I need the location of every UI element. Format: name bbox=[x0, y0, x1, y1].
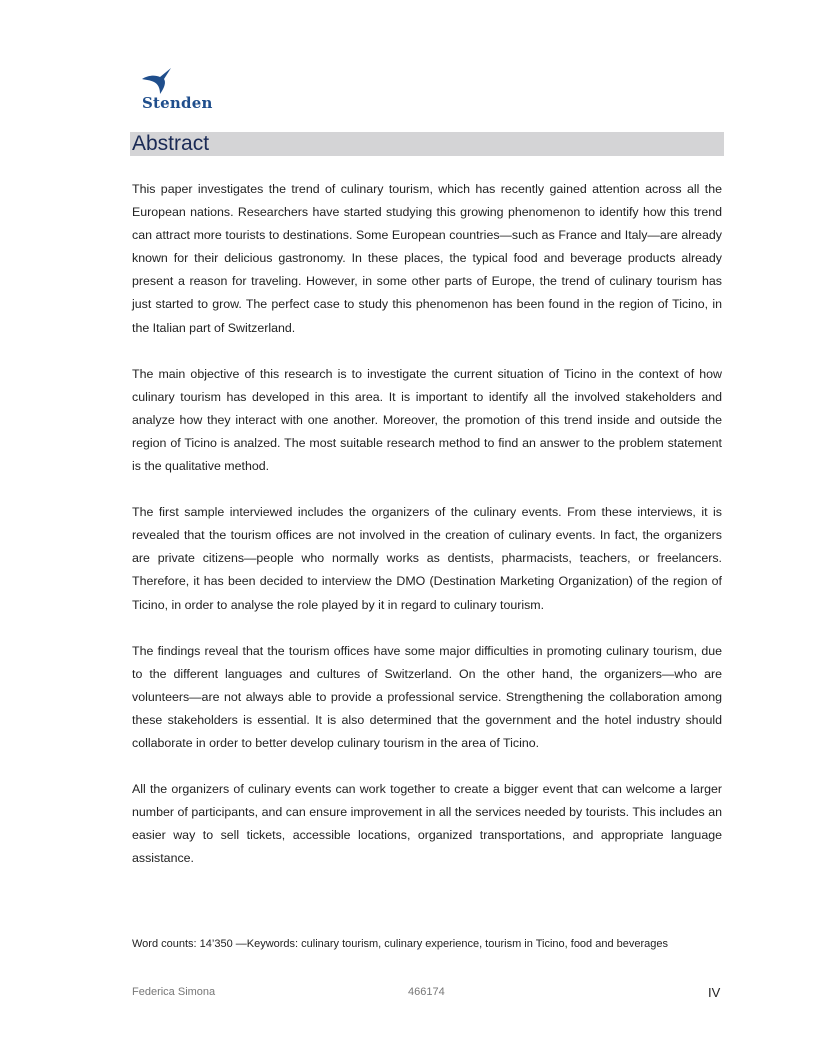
stenden-logo bbox=[141, 67, 211, 113]
keywords-line: Word counts: 14’350 —Keywords: culinary tourism, culinary experience, tourism in Ticino, food and beverages bbox=[132, 938, 669, 950]
paragraph: The findings reveal that the tourism offices have some major difficulties in promoting culinary tourism, due to the different languages and cultures of Switzerland. On the other hand, the organizers—who are volunteers—are not always able to provide a professional service. Strengthening the collaboration among these stakeholders is essential. It is also determined that the government and the hotel industry should collaborate in order to better develop culinary tourism in the area of Ticino. bbox=[132, 643, 722, 750]
footer-author: Federica Simona bbox=[132, 986, 216, 998]
footer-student-id: 466174 bbox=[408, 986, 445, 998]
swallow-bird-icon bbox=[141, 67, 173, 95]
abstract-body bbox=[132, 178, 722, 893]
paragraph: This paper investigates the trend of culinary tourism, which has recently gained attention across all the European nations. Researchers have started studying this growing phenomenon to identify how this trend can attract more tourists to destinations. Some European countries—such as France and Italy—are already known for their delicious gastronomy. In these places, the typical food and beverage products already present a reason for traveling. However, in some other parts of Europe, the trend of culinary tourism has just started to grow. The perfect case to study this phenomenon has been found in the region of Ticino, in the Italian part of Switzerland. bbox=[132, 182, 722, 335]
page-number: IV bbox=[708, 985, 721, 1000]
page-title: Abstract bbox=[132, 132, 210, 155]
section-title-bar bbox=[130, 132, 724, 156]
paragraph: All the organizers of culinary events can work together to create a bigger event that can welcome a larger number of participants, and can ensure improvement in all the services needed by tourists. This includes an easier way to sell tickets, accessible locations, organized transportations, and appropriate language assistance. bbox=[132, 782, 722, 866]
paragraph: The main objective of this research is to investigate the current situation of Ticino in the context of how culinary tourism has developed in this area. It is important to identify all the involved stakeholders and analyze how they interact with one another. Moreover, the promotion of this trend inside and outside the region of Ticino is analzed. The most suitable research method to find an answer to the problem statement is the qualitative method. bbox=[132, 366, 722, 474]
paragraph: The first sample interviewed includes the organizers of the culinary events. From these interviews, it is revealed that the tourism offices are not involved in the creation of culinary events. In fact, the organizers are private citizens—people who normally works as dentists, pharmacists, teachers, or freelancers. Therefore, it has been decided to interview the DMO (Destination Marketing Organization) of the region of Ticino, in order to analyse the role played by it in regard to culinary tourism. bbox=[132, 505, 722, 612]
logo-text: Stenden bbox=[142, 94, 213, 112]
